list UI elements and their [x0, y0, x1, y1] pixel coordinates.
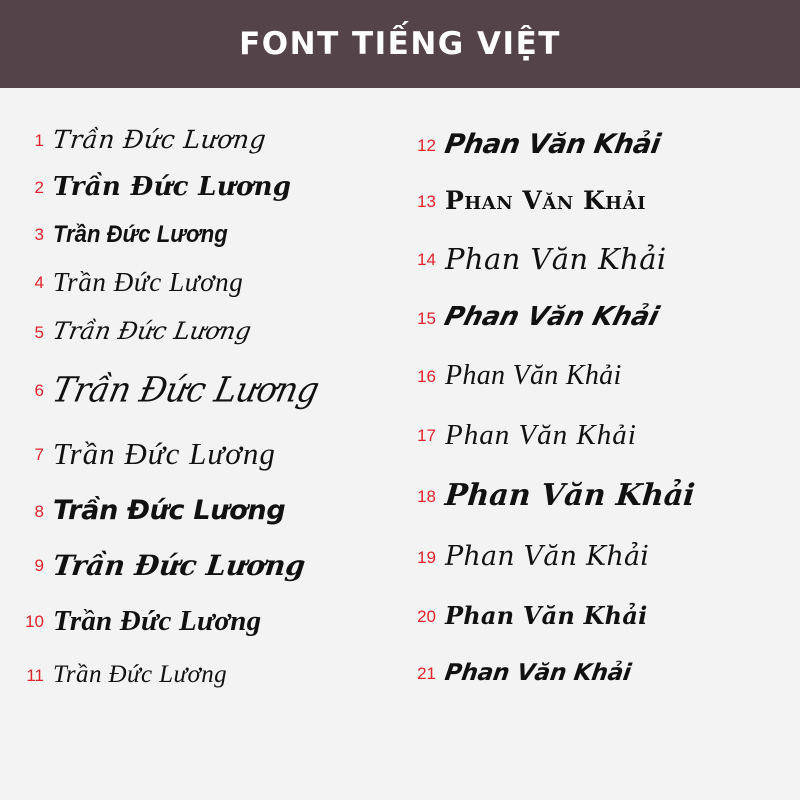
sample-text: Trần Đức Lương [51, 124, 268, 154]
sample-index: 10 [25, 611, 44, 631]
list-item[interactable] [410, 116, 786, 174]
list-item[interactable] [18, 258, 396, 307]
list-item[interactable] [410, 347, 786, 405]
list-item[interactable] [410, 405, 786, 465]
sample-text: Phan Văn Khải [445, 418, 637, 451]
list-item[interactable] [18, 211, 396, 258]
sample-index: 8 [34, 502, 44, 521]
sample-index: 7 [34, 444, 44, 464]
list-item[interactable] [410, 587, 786, 645]
list-item[interactable] [18, 593, 396, 649]
sample-text: Phan Văn Khải [445, 186, 647, 216]
sample-text: Phan Văn Khải [445, 540, 650, 572]
right-sample-column [400, 116, 790, 788]
samples-sheet [0, 88, 800, 800]
left-sample-column [10, 116, 400, 788]
sample-index: 12 [417, 135, 436, 155]
sample-text: Trần Đức Lương [53, 604, 262, 637]
sample-index: 17 [417, 425, 436, 445]
sample-text: Trần Đức Lương [53, 220, 228, 248]
list-item[interactable] [410, 645, 786, 701]
sample-index: 6 [34, 380, 44, 400]
list-item[interactable] [410, 527, 786, 587]
list-item[interactable] [410, 289, 786, 347]
sample-index: 18 [417, 486, 436, 506]
list-item[interactable] [410, 174, 786, 229]
sample-index: 3 [34, 225, 44, 244]
sample-text: Trần Đức Lương [50, 548, 308, 582]
sample-index: 16 [417, 366, 436, 386]
sample-text: Trần Đức Lương [50, 317, 254, 346]
sample-text: Phan Văn Khải [445, 241, 667, 276]
sample-index: 14 [417, 249, 436, 269]
sample-index: 4 [34, 273, 44, 292]
sample-index: 21 [417, 663, 436, 683]
sample-text: Phan Văn Khải [443, 659, 633, 686]
sample-index: 2 [34, 178, 44, 197]
list-item[interactable] [18, 164, 396, 211]
sample-text: Phan Văn Khải [445, 360, 622, 392]
list-item[interactable] [18, 116, 396, 164]
list-item[interactable] [18, 485, 396, 538]
sample-index: 20 [417, 606, 436, 626]
list-item[interactable] [18, 307, 396, 357]
sample-text: Phan Văn Khải [443, 478, 697, 514]
sample-text: Trần Đức Lương [48, 368, 323, 410]
list-item[interactable] [18, 538, 396, 593]
sample-index: 1 [34, 130, 44, 150]
sample-index: 13 [417, 192, 436, 211]
page-header [0, 0, 800, 88]
sample-text: Trần Đức Lương [53, 495, 286, 527]
sample-index: 15 [417, 308, 436, 328]
sample-text: Trần Đức Lương [53, 171, 292, 202]
sample-text: Trần Đức Lương [53, 435, 276, 471]
sample-text: Trần Đức Lương [53, 660, 228, 688]
list-item[interactable] [18, 423, 396, 485]
list-item[interactable] [410, 465, 786, 527]
samples-columns [0, 116, 800, 788]
list-item[interactable] [18, 649, 396, 701]
sample-text: Phan Văn Khải [442, 128, 663, 160]
sample-text: Phan Văn Khải [445, 601, 648, 631]
list-item[interactable] [410, 229, 786, 289]
page-title: FONT TIẾNG VIỆT [239, 26, 561, 62]
sample-index: 5 [34, 322, 44, 342]
sample-index: 9 [34, 556, 44, 575]
sample-text: Phan Văn Khải [441, 302, 662, 333]
list-item[interactable] [18, 357, 396, 423]
sample-index: 19 [417, 547, 436, 567]
sample-index: 11 [26, 665, 44, 685]
sample-text: Trần Đức Lương [53, 267, 244, 298]
